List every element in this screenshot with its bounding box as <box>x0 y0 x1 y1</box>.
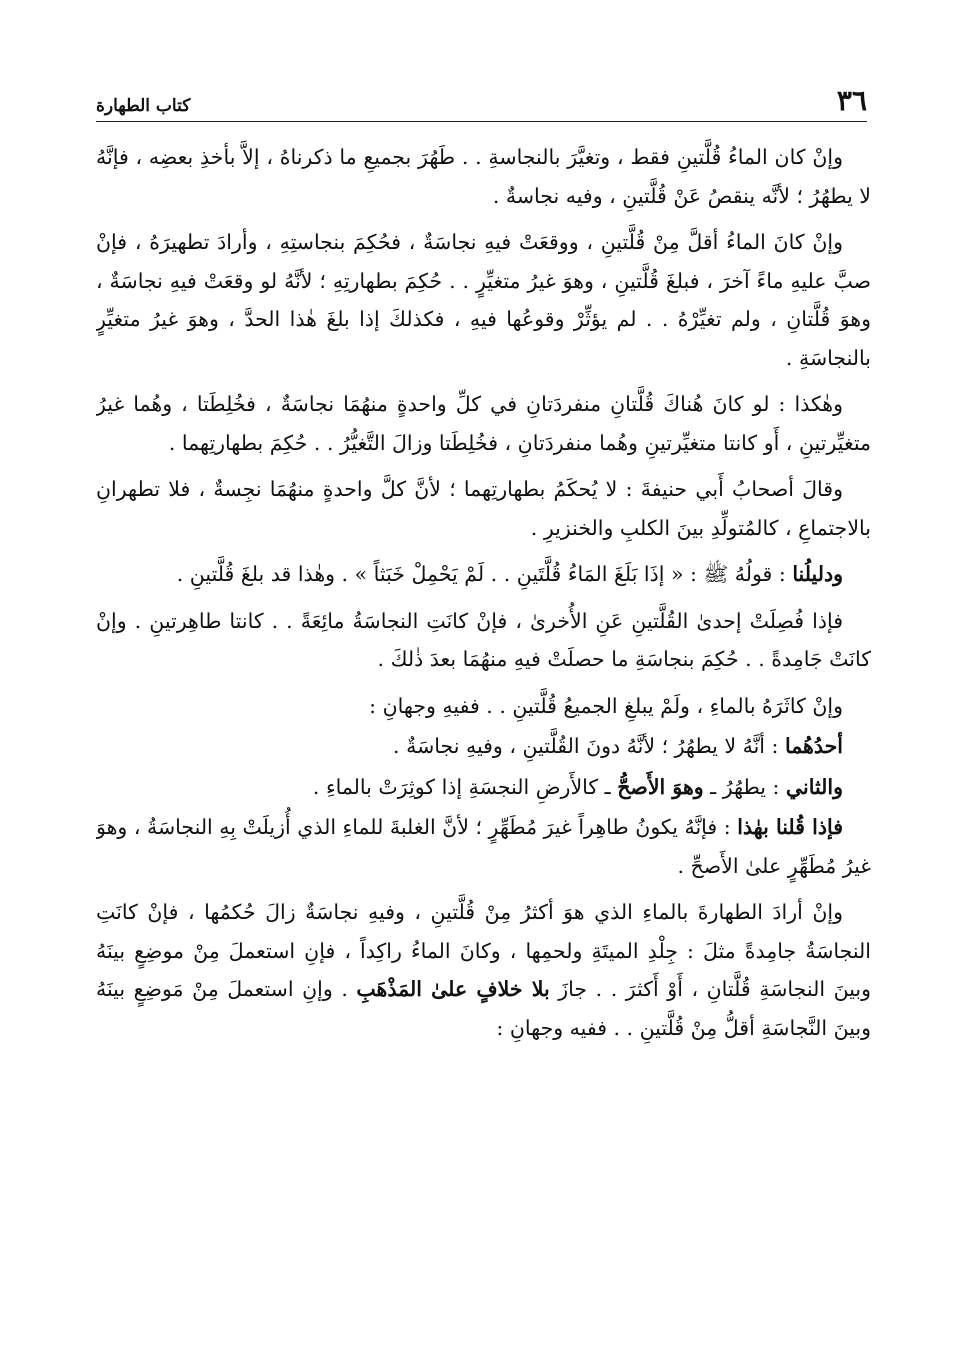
paragraph <box>96 555 871 594</box>
paragraph <box>96 893 871 1047</box>
paragraph-text: ـ كالأَرضِ النجسَةِ إذا كوثِرَتْ بالماءِ . <box>312 774 618 799</box>
running-title: كتاب الطهارة <box>96 96 191 116</box>
bold-term: وهوَ الأَصحُّ <box>617 774 704 799</box>
page-number: ٣٦ <box>836 84 867 117</box>
paragraph <box>96 768 871 807</box>
paragraph-text: وإنْ كاثَرَهُ بالماءِ ، ولَمْ يبلغِ الجميعُ قُلَّتينِ . . ففيهِ وجهانِ : <box>369 693 843 718</box>
paragraph-text: : يطهُرُ ـ <box>703 774 786 799</box>
paragraph <box>96 808 871 885</box>
paragraph-text: : فإنَّهُ يكونُ طاهِراً غيرَ مُطَهِّرٍ ؛ لأنَّ الغلبةَ للماءِ الذي أُزيلَتْ بِهِ النجاسَةُ ، وهوَ غيرُ مُطَهِّرٍ علىٰ الأَصحِّ . <box>96 815 871 878</box>
paragraph <box>96 727 871 766</box>
paragraph-text: وإنْ أرادَ الطهارةَ بالماءِ الذي هوَ أكثرُ مِنْ قُلَّتينِ ، وفيهِ نجاسَةٌ زالَ حُكمُها ، فإنْ كانَتِ النجاسَةُ جامِدةً مثلَ : جِلْدِ الميتَةِ ولحمِها ، وكانَ الماءُ راكِداً ، فإنِ استعملَ مِنْ موضِعٍ بينَهُ وبينَ النجاسَةِ قُلَّتانِ ، أَوْ أَكثرَ . . جازَ <box>96 900 871 1001</box>
paragraph <box>96 602 871 679</box>
paragraph-text: فإذا فُصِلَتْ إحدىٰ القُلَّتينِ عَنِ الأُخرىٰ ، فإنْ كانَتِ النجاسَةُ مائِعَةً . . كانتا طاهِرتينِ . وإنْ كانَتْ جَامِدةً . . حُكِمَ بنجاسَةِ ما حصلَتْ فيهِ منهُمَا بعدَ ذٰلكَ . <box>96 608 871 671</box>
bold-term: ودليلُنا <box>792 562 843 586</box>
paragraph <box>96 470 871 547</box>
paragraph <box>96 223 871 377</box>
paragraph-text: : أنَّهُ لا يطهُرُ ؛ لأنَّهُ دونَ القُلَّتينِ ، وفيهِ نجاسَةٌ . <box>393 734 785 758</box>
bold-term: أحدُهُما <box>784 734 843 758</box>
bold-term: والثاني <box>785 774 843 799</box>
paragraph-text: وقالَ أصحابُ أَبي حنيفةَ : لا يُحكَمُ بطهارتِهما ؛ لأنَّ كلَّ واحدةٍ منهُمَا نجِسةٌ ، فلا تطهرانِ بالاجتماعِ ، كالمُتولِّدِ بينَ الكلبِ والخنزيرِ . <box>96 477 871 540</box>
paragraph <box>96 385 871 462</box>
paragraph-text: وإنْ كان الماءُ قُلَّتينِ فقط ، وتغيَّرَ بالنجاسةِ . . طَهُرَ بجميعِ ما ذكرناهُ ، إلاَّ بأخذِ بعضِه ، فإنَّهُ لا يطهُرُ ؛ لأنَّه ينقصُ عَنْ قُلَّتينِ ، وفيه نجاسةٌ . <box>96 145 871 208</box>
page-body <box>96 138 871 1317</box>
paragraph-text: : قولُهُ ﷺ : « إذَا بَلَغَ المَاءُ قُلَّتَينِ . . لَمْ يَحْمِلْ خَبَثاً » . وهٰذا قد بلغَ قُلَّتينِ . <box>176 562 793 586</box>
paragraph-text: وهٰكذا : لو كانَ هُناكَ قُلَّتانِ منفردَتانِ في كلِّ واحدةٍ منهُمَا نجاسَةٌ ، فخُلِطَتا ، وهُما غيرُ متغيِّرتينِ ، أَو كانتا متغيِّرتينِ وهُما منفردَتانِ ، فخُلِطَتا وزالَ التَّغيُّرُ . . حُكِمَ بطهارتِهما . <box>96 392 871 455</box>
page-header <box>96 82 867 122</box>
bold-term: بلا خلافٍ علىٰ المَذْهَبِ <box>356 977 550 1001</box>
paragraph-text: . وإنِ استعملَ مِنْ مَوضِعٍ بينَهُ وبينَ النَّجاسَةِ أقلُّ مِنْ قُلَّتينِ . . ففيه وجهانِ : <box>96 977 871 1040</box>
paragraph-text: وإنْ كانَ الماءُ أقلَّ مِنْ قُلَّتينِ ، ووقعَتْ فيهِ نجاسَةٌ ، فحُكِمَ بنجاستِهِ ، وأرادَ تطهيرَهُ ، فإنْ صبَّ عليهِ ماءً آخرَ ، فبلغَ قُلَّتينِ ، وهوَ غيرُ متغيِّرٍ . . حُكِمَ بطهارتِهِ ؛ لأنَّهُ لو وقعَتْ فيهِ نجاسَةٌ ، وهوَ قُلَّتانِ ، ولم تغيِّرْهُ . . لم يؤثِّرْ وقوعُها فيهِ ، فكذلكَ إذا بلغَ هٰذا الحدَّ ، وهوَ غيرُ متغيِّرٍ بالنجاسَةِ . <box>96 230 871 370</box>
bold-term: فإذا قُلنا بهٰذا <box>737 815 843 839</box>
paragraph <box>96 687 871 726</box>
paragraph <box>96 138 871 215</box>
